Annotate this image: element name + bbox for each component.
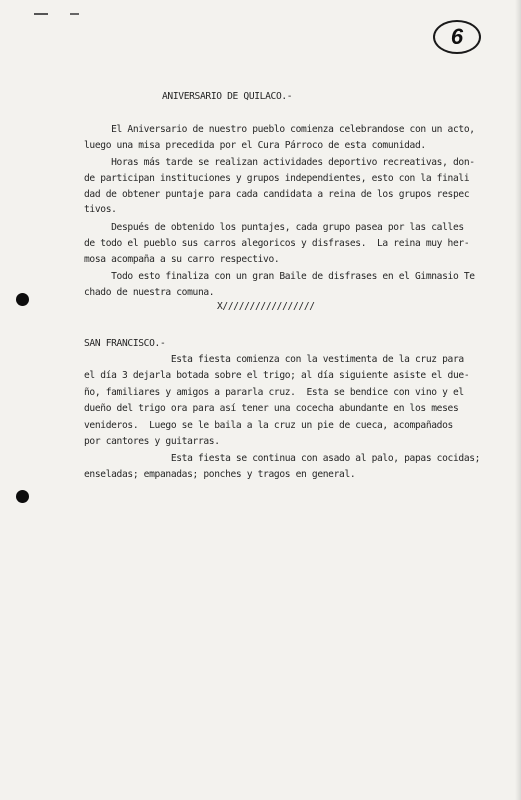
paragraph-line: venideros. Luego se le baila a la cruz un pie de cueca, acompañados [84, 420, 453, 431]
paragraph-line: Todo esto finaliza con un gran Baile de disfrases en el Gimnasio Te [84, 271, 475, 282]
section-separator: X///////////////// [217, 301, 315, 312]
ink-mark [70, 13, 79, 15]
paragraph-line: de todo el pueblo sus carros alegoricos y disfrases. La reina muy her- [84, 238, 470, 249]
paragraph-line: mosa acompaña a su carro respectivo. [84, 254, 280, 265]
paragraph-line: dueño del trigo ora para así tener una cocecha abundante en los meses [84, 403, 459, 414]
paragraph-line: Horas más tarde se realizan actividades deportivo recreativas, don- [84, 157, 475, 168]
punch-hole [16, 293, 29, 306]
paragraph-line: enseladas; empanadas; ponches y tragos en general. [84, 469, 356, 480]
paragraph-line: ño, familiares y amigos a pararla cruz. Esta se bendice con vino y el [84, 387, 464, 398]
section-heading-aniversario: ANIVERSARIO DE QUILACO.- [162, 91, 293, 102]
paragraph-line: Después de obtenido los puntajes, cada grupo pasea por las calles [84, 222, 464, 233]
paragraph-line: El Aniversario de nuestro pueblo comienza celebrandose con un acto, [84, 124, 475, 135]
paragraph-line: el día 3 dejarla botada sobre el trigo; al día siguiente asiste el due- [84, 370, 470, 381]
handwritten-page-number: 6 [433, 20, 481, 54]
paragraph-line: luego una misa precedida por el Cura Párroco de esta comunidad. [84, 140, 426, 151]
paragraph-line: de participan instituciones y grupos independientes, esto con la finali [84, 173, 470, 184]
section-heading-san-francisco: SAN FRANCISCO.- [84, 338, 166, 349]
ink-mark [34, 13, 48, 15]
paragraph-line: Esta fiesta se continua con asado al palo, papas cocidas; [84, 453, 481, 464]
paragraph-line: por cantores y guitarras. [84, 436, 220, 447]
punch-hole [16, 490, 29, 503]
paragraph-line: chado de nuestra comuna. [84, 287, 215, 298]
paragraph-line: dad de obtener puntaje para cada candidata a reina de los grupos respec [84, 189, 470, 200]
page-edge-shadow [515, 0, 521, 800]
paragraph-line: tivos. [84, 204, 117, 215]
paragraph-line: Esta fiesta comienza con la vestimenta de la cruz para [84, 354, 464, 365]
